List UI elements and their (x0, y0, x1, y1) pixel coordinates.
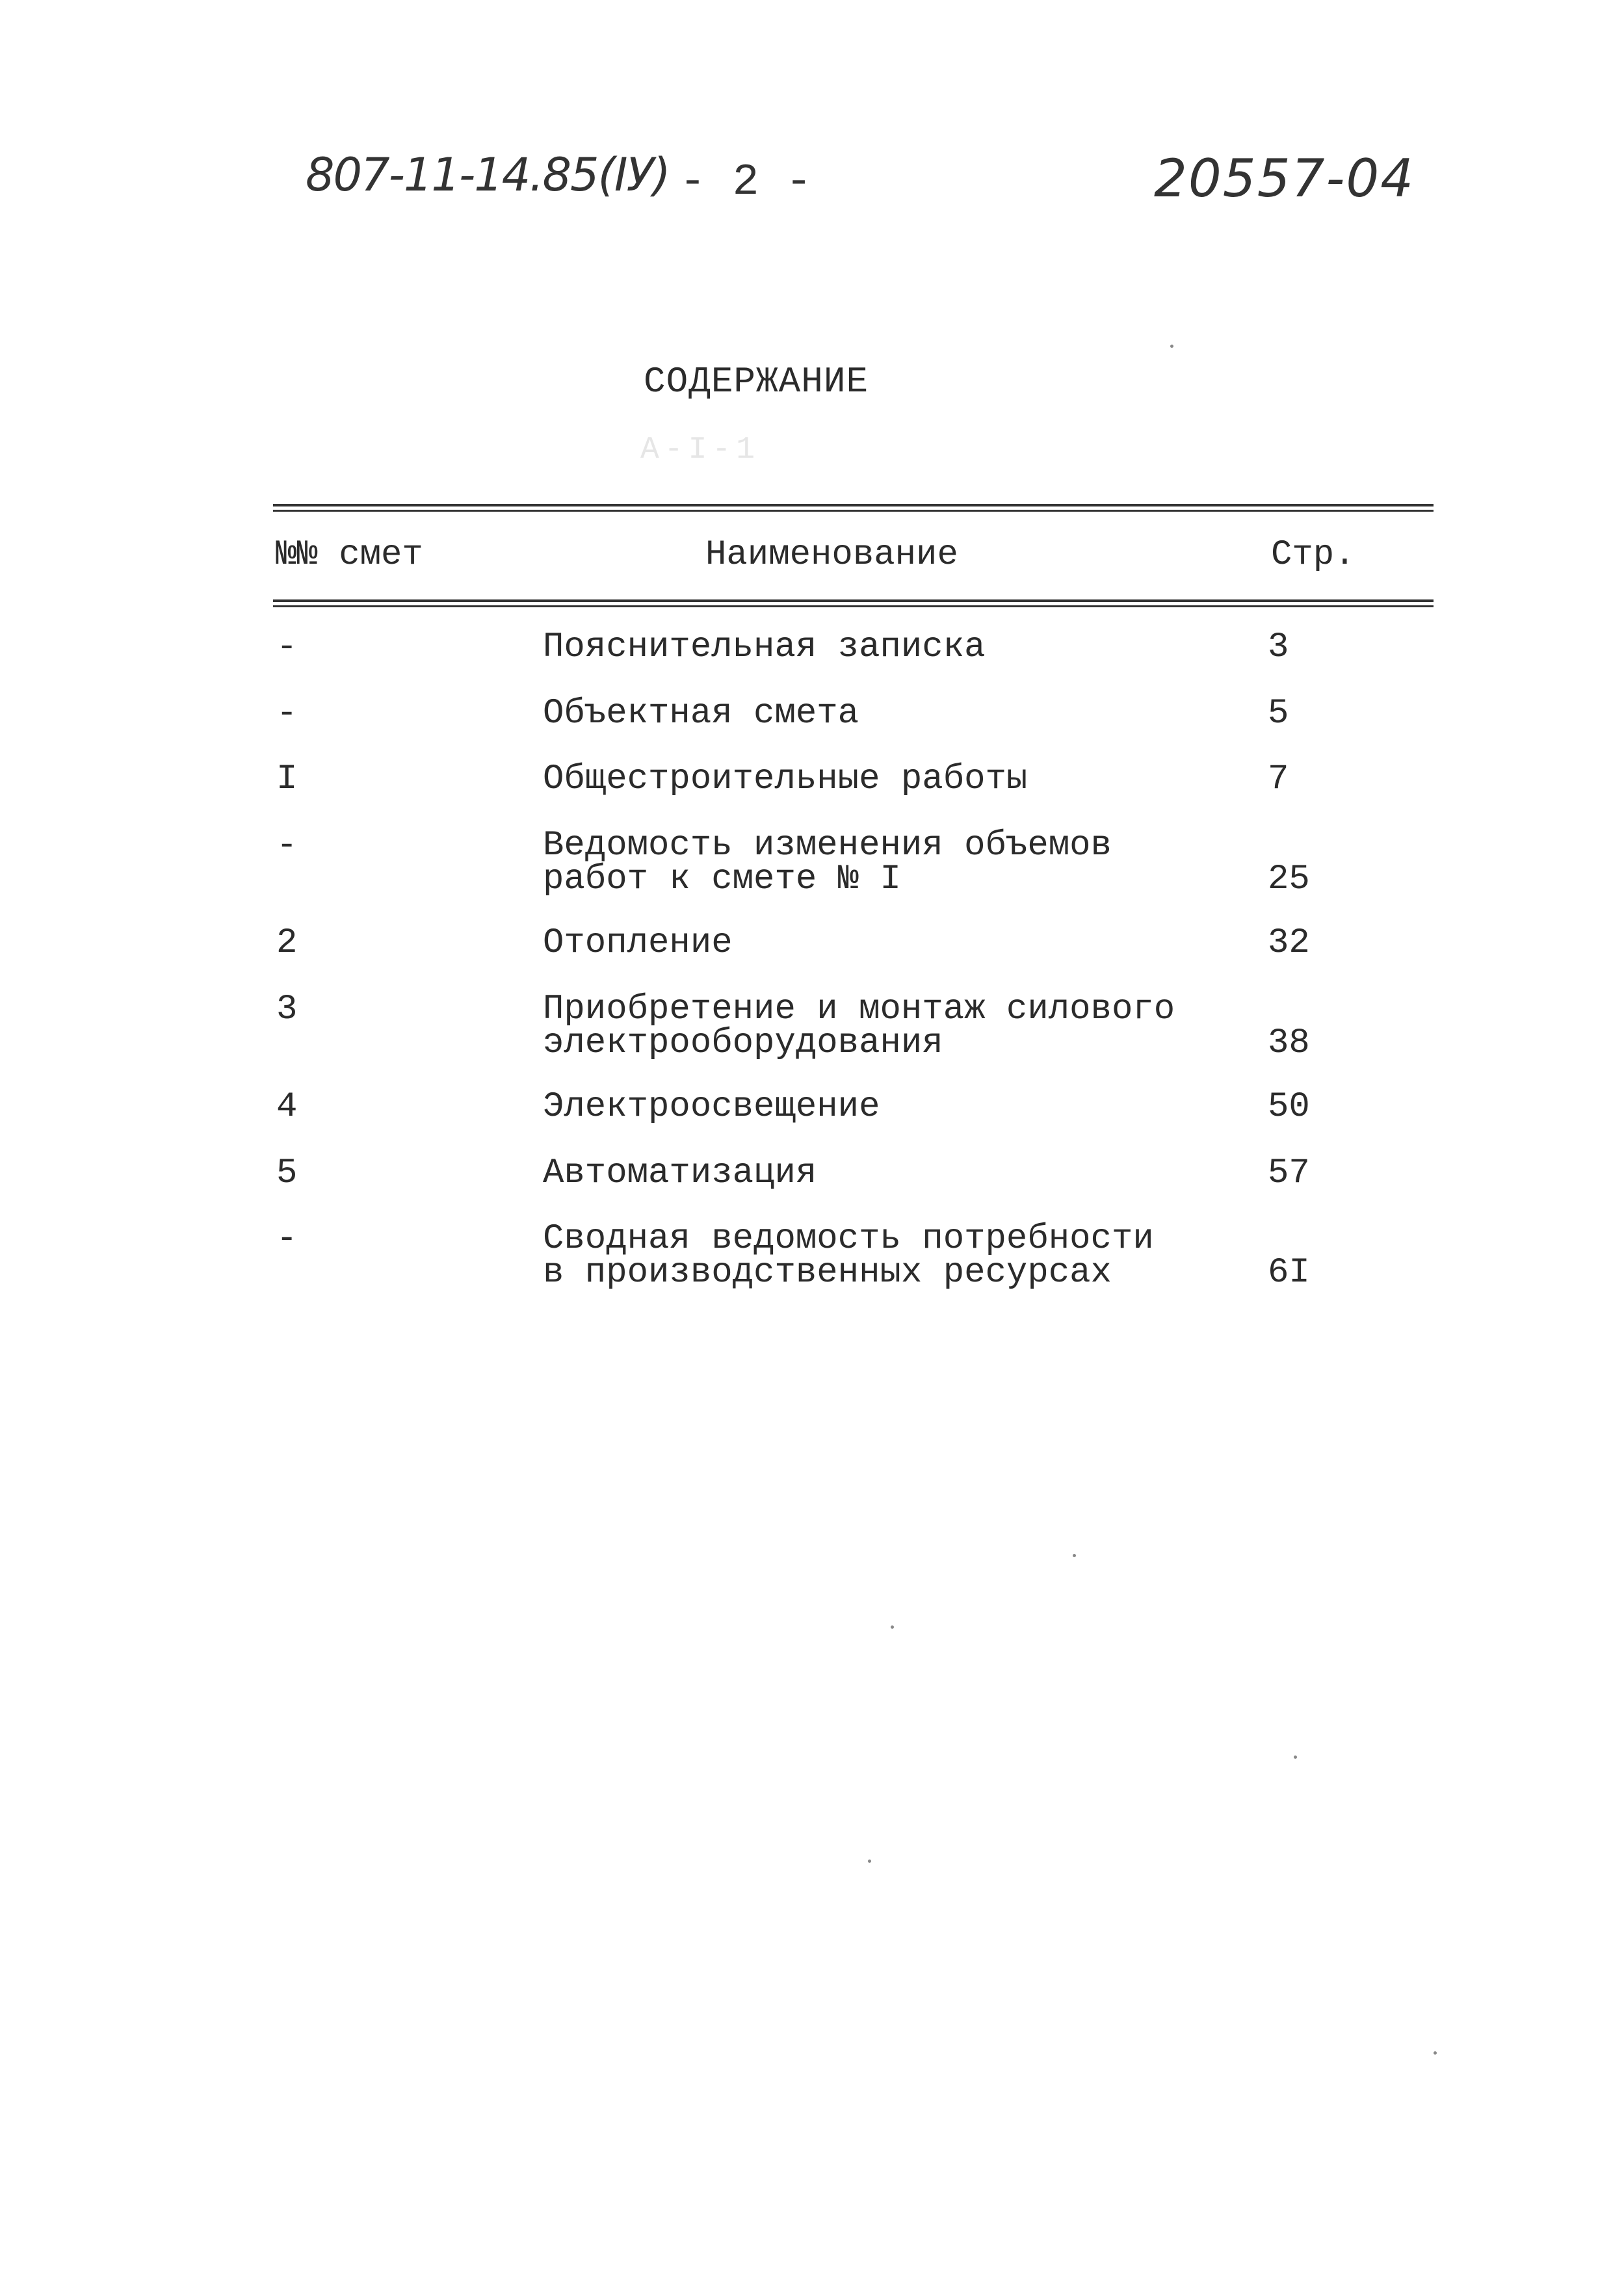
row-name: Отопление (543, 923, 733, 963)
row-estimate-no: 3 (276, 990, 298, 1029)
row-page: 38 (1268, 1023, 1310, 1063)
row-page: 6I (1268, 1253, 1310, 1293)
scan-speck (1434, 2051, 1437, 2055)
row-page: 57 (1268, 1153, 1310, 1193)
row-page: 50 (1268, 1087, 1310, 1127)
row-name: Общестроительные работы (543, 759, 1028, 799)
scan-speck (891, 1625, 894, 1629)
row-estimate-no: - (276, 627, 298, 667)
page-title: СОДЕРЖАНИЕ (644, 361, 869, 402)
row-estimate-no: 5 (276, 1153, 298, 1193)
row-name: Пояснительная записка (543, 627, 986, 667)
row-estimate-no: 2 (276, 923, 298, 963)
header-bottom-rule (273, 599, 1434, 602)
row-estimate-no: - (276, 694, 298, 733)
row-estimate-no: 4 (276, 1087, 298, 1127)
row-page: 5 (1268, 694, 1289, 733)
scan-speck (1294, 1755, 1297, 1759)
row-name: Ведомость изменения объемов работ к смете № I (543, 826, 1112, 899)
row-page: 7 (1268, 759, 1289, 799)
row-name: Автоматизация (543, 1153, 817, 1193)
faint-stamp: А-І-1 (640, 432, 761, 467)
row-page: 25 (1268, 860, 1310, 899)
column-header-page: Стр. (1271, 535, 1356, 575)
page-number: - 2 - (679, 157, 813, 207)
header-bottom-rule-inner (273, 605, 1434, 607)
scan-speck (1170, 345, 1173, 348)
table-top-rule (273, 504, 1434, 506)
column-header-estimate-no: №№ смет (276, 535, 423, 575)
scan-speck (868, 1860, 871, 1863)
row-name: Сводная ведомость потребности в производственных ресурсах (543, 1219, 1154, 1293)
row-name: Электроосвещение (543, 1087, 880, 1127)
document-designation: 807-11-14.85(IУ) (306, 148, 670, 202)
scan-speck (1073, 1554, 1076, 1557)
row-name: Объектная смета (543, 694, 859, 733)
row-estimate-no: - (276, 1219, 298, 1259)
row-page: 32 (1268, 923, 1310, 963)
row-name: Приобретение и монтаж силового электрооборудования (543, 990, 1175, 1063)
table-top-rule-inner (273, 510, 1434, 512)
row-estimate-no: I (276, 759, 298, 799)
row-estimate-no: - (276, 826, 298, 865)
column-header-name: Наименование (705, 535, 958, 575)
archive-number: 20557-04 (1154, 148, 1415, 209)
row-page: 3 (1268, 627, 1289, 667)
